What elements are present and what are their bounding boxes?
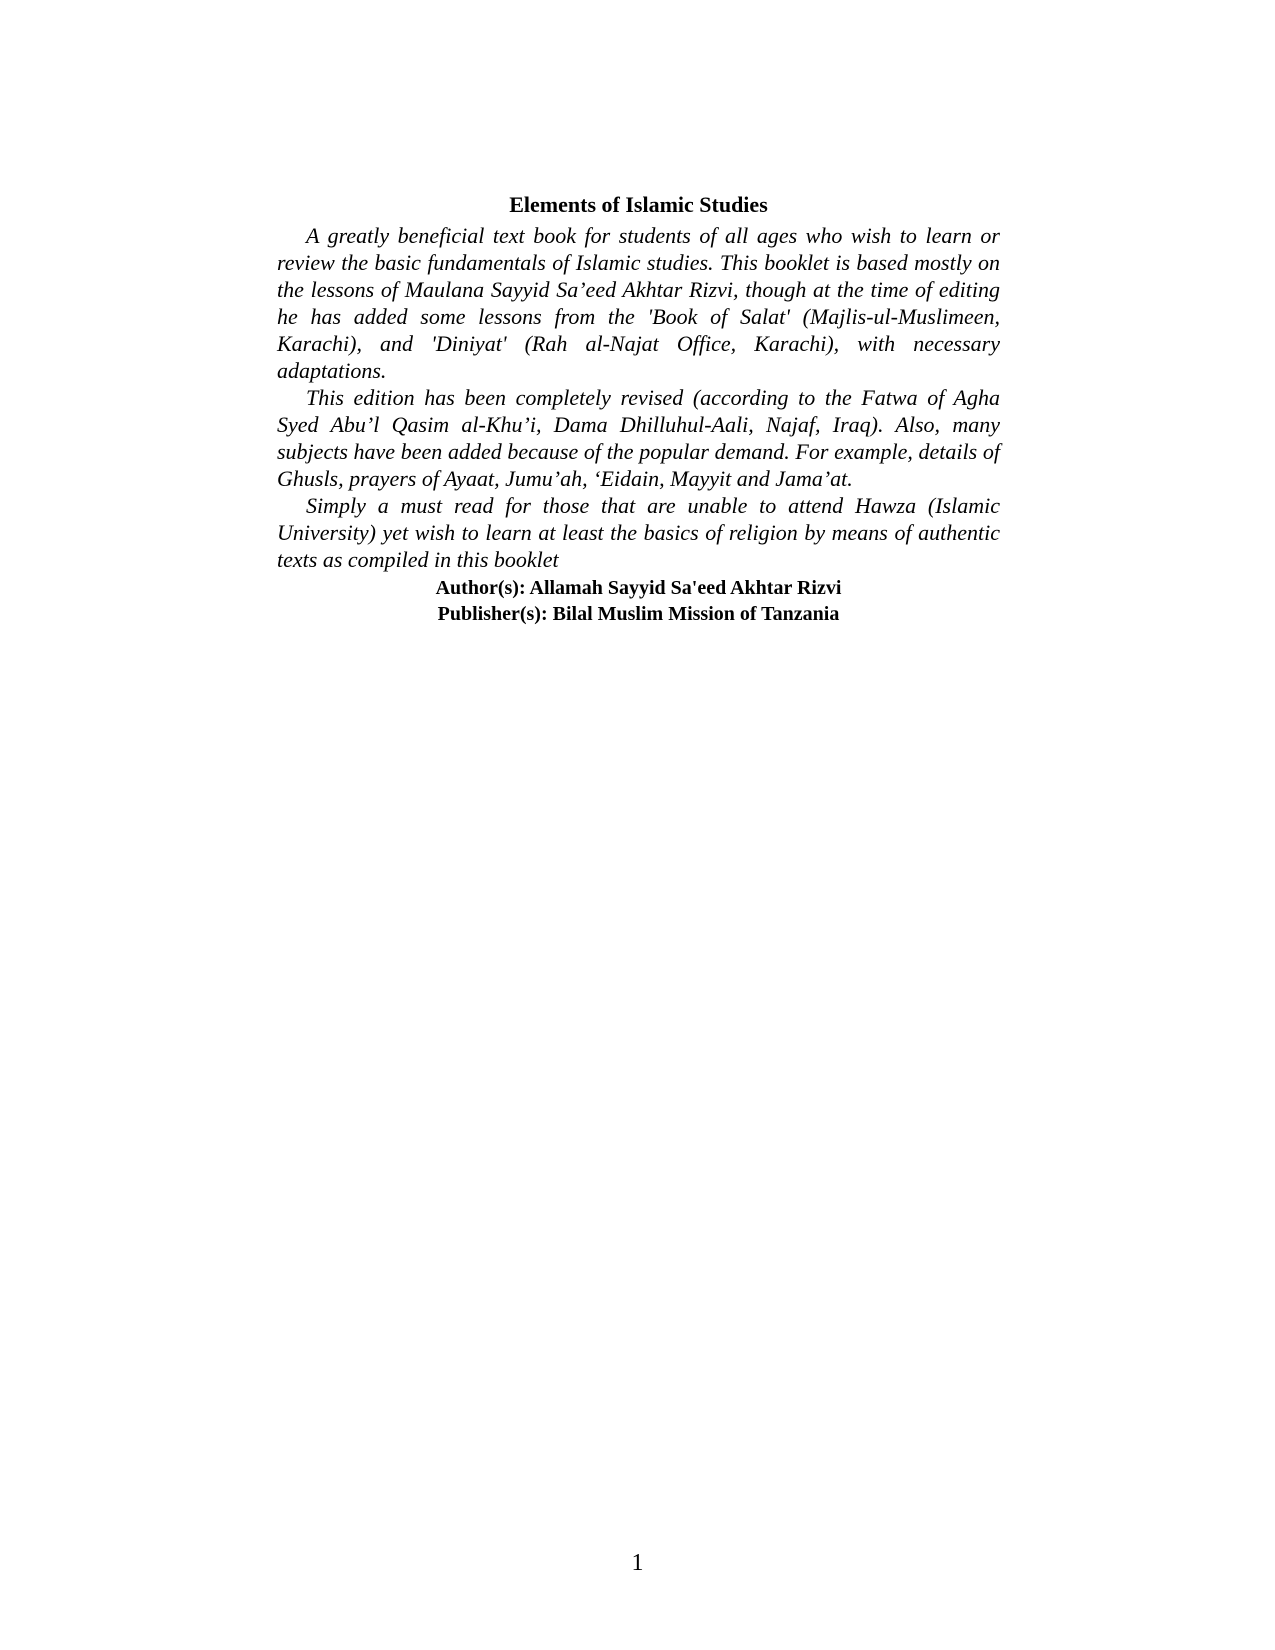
edition-paragraph: This edition has been completely revised (according to the Fatwa of Agha Syed Abu’l Qasim al-Khu’i, Dama Dhilluhul-Aali, Najaf, Iraq). Also, many subjects have been added because of the popular demand. For example, details of Ghusls, prayers of Ayaat, Jumu’ah, ‘Eidain, Mayyit and Jama’at. <box>277 385 1000 491</box>
author-line: Author(s): Allamah Sayyid Sa'eed Akhtar Rizvi <box>435 577 842 599</box>
page-number: 1 <box>631 1550 644 1576</box>
document-body <box>277 190 1000 627</box>
credits-block <box>277 575 1000 627</box>
recommendation-paragraph: Simply a must read for those that are unable to attend Hawza (Islamic University) yet wish to learn at least the basics of religion by means of authentic texts as compiled in this booklet <box>277 493 1000 572</box>
description-paragraph: A greatly beneficial text book for students of all ages who wish to learn or review the basic fundamentals of Islamic studies. This booklet is based mostly on the lessons of Maulana Sayyid Sa’eed Akhtar Rizvi, though at the time of editing he has added some lessons from the 'Book of Salat' (Majlis-ul-Muslimeen, Karachi), and 'Diniyat' (Rah al-Najat Office, Karachi), with necessary adaptations. <box>277 223 1000 383</box>
document-title: Elements of Islamic Studies <box>509 192 768 217</box>
publisher-line: Publisher(s): Bilal Muslim Mission of Tanzania <box>437 603 840 625</box>
